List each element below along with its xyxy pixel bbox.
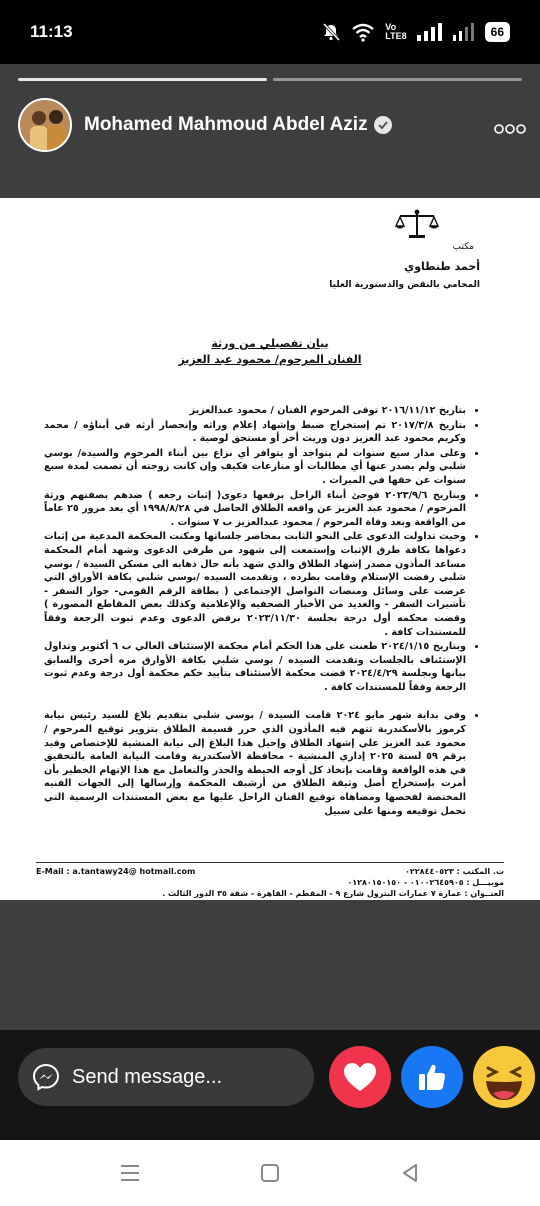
more-dots-icon bbox=[494, 124, 526, 134]
author-avatar[interactable] bbox=[18, 98, 72, 152]
more-options-button[interactable] bbox=[494, 115, 526, 135]
document-paragraph: • وبتاريخ ٢٠٢٤/١/١٥ طعنت على هذا الحكم أمام محكمة الإستئناف العالي ب ٦ أكتوبر وتداول الإستئناف بالجلسات وتقدمت السيده / بوسي شلبي بكافة الأوارق مره أخرى والسابق بيانها وبجلسة ٢٠٢٤/٤/٢٩ قضت محكمة الأستئناف بتأييد حكم محكمة أول درجة وعدم ثبوت الرجعة وفقاً للمستندات كافة . bbox=[44, 640, 466, 694]
send-message-box[interactable] bbox=[18, 1048, 314, 1106]
story-progress bbox=[18, 78, 522, 81]
footer-mobile: موبيـــل : ٠١٠٠٢٦٤٥٩٠٥ - ٠١٢٨٠١٥٠١٥٠ bbox=[347, 878, 504, 887]
system-nav-bar bbox=[0, 1140, 540, 1206]
status-icons bbox=[321, 22, 510, 42]
recent-apps-icon bbox=[119, 1163, 141, 1183]
like-reaction-button[interactable] bbox=[401, 1046, 463, 1108]
document-paragraph: • بتاريخ ٢٠١٦/١١/١٢ توفى المرحوم الفنان / محمود عبدالعزيز bbox=[44, 404, 466, 418]
paragraph-gap bbox=[44, 695, 480, 709]
document-title-line-1: بيان تفصيلي من ورثة bbox=[211, 337, 329, 350]
document-title-line-2: الفنان المرحوم/ محمود عبد العزيز bbox=[178, 353, 362, 366]
status-bar bbox=[0, 0, 540, 64]
home-icon bbox=[260, 1163, 280, 1183]
document-paragraph: • وفي بداية شهر مايو ٢٠٢٤ قامت السيدة / بوسي شلبي بتقديم بلاغ للسيد رئيس نيابة كرموز بالأسكندرية تتهم فيه المأذون الذي حرر قسيمة الطلاق بتزوير توقيع المرحوم / محمود عبد العزيز علي إشهاد الطلاق وإحيل هذا البلاغ إلى نيابة المنشية للإختصاص وقيد برقم ٥٩ لسنة ٢٠٢٥ إداري المنشية - محافظة الأسكندرية وقامت النيابة العامة بالتحقيق في هذه الواقعة وقامت بإتخاذ كل أوجه الحيطة والحذر والتعامل مع هذا الإتهام الخطير بأن أمرت بإستخراج أصل وثيقة الطلاق من أرشيف المحكمة وإرسالها إلى الجهات الفنيه المختصة لفحصها ومضاهاه توقيع الفنان الراحل عليها مع بعض المستندات الرسمية التي تحمل توقيعه ومنها على سبيل bbox=[44, 709, 466, 818]
back-button[interactable] bbox=[390, 1153, 430, 1193]
story-header bbox=[18, 96, 526, 154]
footer-address: العنــوان : عمارة ٧ عمارات البترول شارع ٩ - المقطم - القاهرة - شقة ٣٥ الدور الثالث . bbox=[162, 889, 504, 898]
document-title bbox=[0, 336, 540, 368]
recent-apps-button[interactable] bbox=[110, 1153, 150, 1193]
send-message-input[interactable] bbox=[72, 1066, 302, 1089]
progress-segment-1 bbox=[18, 78, 267, 81]
home-button[interactable] bbox=[250, 1153, 290, 1193]
love-reaction-button[interactable] bbox=[329, 1046, 391, 1108]
author-name[interactable] bbox=[84, 114, 392, 136]
laughing-face-icon bbox=[473, 1046, 535, 1108]
haha-reaction-button[interactable] bbox=[473, 1046, 535, 1108]
office-label: مكتب bbox=[452, 242, 474, 252]
scales-of-justice-icon bbox=[394, 208, 440, 240]
story-viewer[interactable] bbox=[0, 64, 540, 1030]
office-title: المحامي بالنقض والدستورية العليا bbox=[329, 280, 480, 290]
footer-phone: ت. المكتب : ٠٢٢٨٤٤٠٥٢٣ bbox=[405, 867, 504, 876]
status-time: 11:13 bbox=[30, 22, 73, 41]
thumbs-up-icon bbox=[416, 1061, 448, 1093]
avatar-photo-icon bbox=[20, 100, 72, 152]
footer-email: E-Mail : a.tantawy24@ hotmail.com bbox=[36, 867, 196, 876]
mute-icon bbox=[321, 22, 341, 42]
verified-badge-icon bbox=[374, 116, 392, 134]
document-body bbox=[44, 404, 480, 819]
signal-2-icon bbox=[453, 23, 475, 41]
reply-bar bbox=[0, 1030, 540, 1140]
document-paragraph: • بتاريخ ٢٠١٧/٣/٨ تم إستخراج ضبط وإشهاد إعلام وراثه وإنحصار أرثه في أبناؤه / محمد وكريم محمود عبد العزيز دون وريث أخر أو مستحق لوصية . bbox=[44, 419, 466, 446]
story-document bbox=[0, 198, 540, 900]
office-name: أحمد طنطاوي bbox=[404, 260, 480, 273]
document-footer bbox=[36, 862, 504, 900]
wifi-icon bbox=[351, 22, 375, 42]
document-paragraph: • وعلى مدار سبع سنوات لم يتواجد أو يتوافر أي نزاع بين أبناء المرحوم والسيدة/ بوسي شلبي ولم يصدر عنها أي مطالبات أو منازعات فكيف وإن كانت زوجته أن تصمت لمدة سبع سنوات عن حقها في الميراث . bbox=[44, 447, 466, 488]
document-paragraph: • وحيث تداولت الدعوى على النحو الثابت بمحاضر جلساتها ومكنت المحكمة المدعية من إثبات دعواها بكافة طرق الإثبات وإستمعت إلى شهود من طرفي الدعوى وشهد أمام المحكمة مساعد المأذون مصدر إشهاد الطلاق والذي شهد بأنه حال ذهابه الى مسكن السيدة / بوسي شلبي رفضت الإستلام وقامت بطرده ، وتقدمت السيده /بوسي شلبي بكافة الأوراق التي عرضت على وسائل ومنصات التواصل الإجتماعي ( بطاقة الرقم القومي- جواز السفر - تأشيرات السفر - والعديد من الأخبار الصحفيه والإعلامية وكذلك بعض المقاطع المصورة ) وقضت محكمه أول درجة بجلسة ٢٠٢٣/١١/٣٠ برفض الدعوى وعدم ثبوت الرجعة وفقاً للمستندات كافة . bbox=[44, 530, 466, 639]
battery-indicator: 66 bbox=[485, 22, 510, 42]
footer-contact bbox=[162, 866, 504, 899]
progress-segment-2 bbox=[273, 78, 522, 81]
document-paragraph: • وبتاريخ ٢٠٢٣/٩/٦ فوجئ أبناء الراحل برفعها دعوى( إثبات رجعه ) ضدهم بصفتهم ورثة المرحوم / محمود عبد العزيز عن واقعه الطلاق الحاصل في ١٩٩٨/٨/٢٨ أي بعد مرور ٢٥ عاماً من الواقعة وبعد وفاة المرحوم / محمود عبدالعزيز ب ٧ سنوات . bbox=[44, 489, 466, 530]
heart-icon bbox=[343, 1062, 377, 1092]
volte-indicator: Vo LTE8 bbox=[385, 22, 407, 41]
back-icon bbox=[400, 1163, 420, 1183]
signal-icon bbox=[417, 23, 443, 41]
author-name-text: Mohamed Mahmoud Abdel Aziz bbox=[84, 114, 368, 135]
messenger-icon bbox=[32, 1063, 60, 1091]
